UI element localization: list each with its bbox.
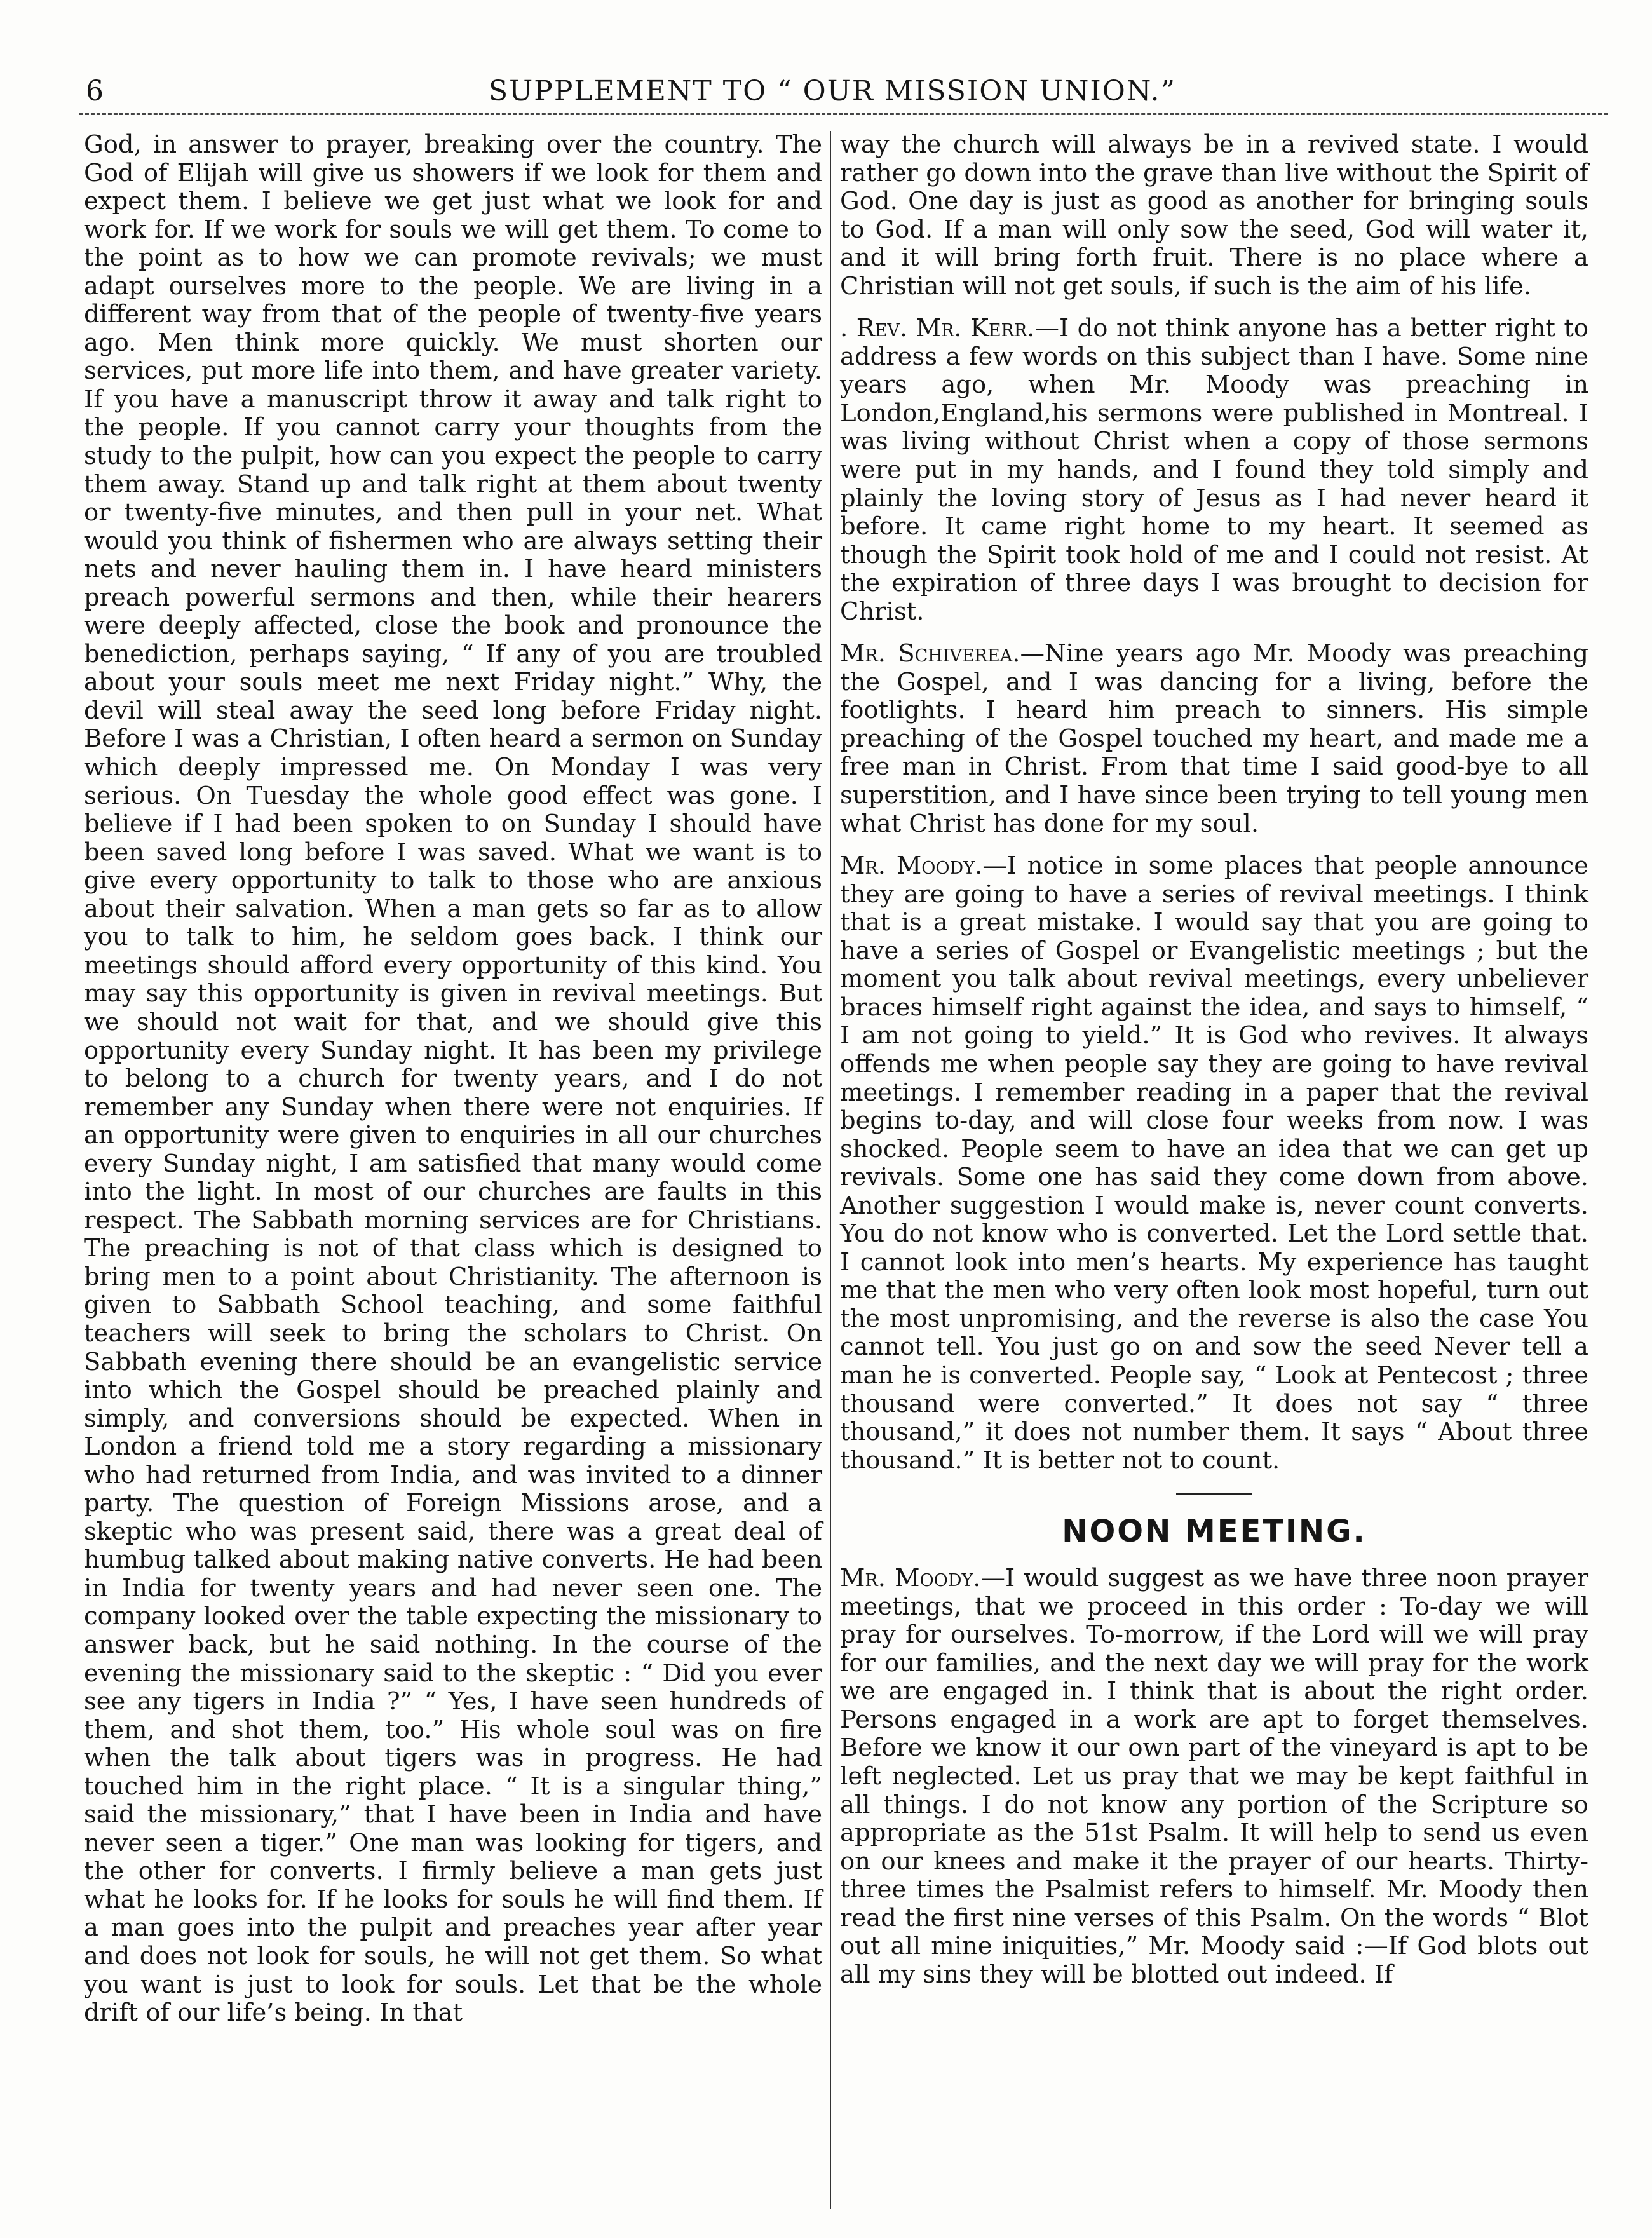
- speaker-moody-noon: Mr. Moody.: [840, 1564, 981, 1593]
- right-paragraph-4: [840, 852, 1588, 1475]
- right-paragraph-5: [840, 1564, 1588, 1989]
- schiverea-remarks: —Nine years ago Mr. Moody was preaching the Gospel, and I was dancing for a living, before the footlights. I heard him preach to sinners. His simple preaching of the Gospel touched my heart, and made me a free man in Christ. From that time I said good-bye to all superstition, and I have since been trying to tell young men what Christ has done for my soul.: [840, 639, 1588, 838]
- speaker-kerr: . Rev. Mr. Kerr.: [840, 314, 1035, 343]
- noon-meeting-remarks: —I would suggest as we have three noon prayer meetings, that we proceed in this order : To-day we will pray for ourselves. To-morrow, if the Lord will we will pray for our families, and the next day we will pray for the work we are engaged in. I think that is about the right order. Persons engaged in a work are apt to forget themselves. Before we know it our own part of the vineyard is apt to be left neglected. Let us pray that we may be kept faithful in all things. I do not know any portion of the Scripture so appropriate as the 51st Psalm. It will help to send us even on our knees and make it the prayer of our hearts. Thirty-three times the Psalmist refers to himself. Mr. Moody then read the first nine verses of this Psalm. On the words “ Blot out all mine iniquities,” Mr. Moody said :—If God blots out all my sins they will be blotted out indeed. If: [840, 1564, 1588, 1989]
- page-number: 6: [86, 75, 104, 107]
- header-rule: [79, 113, 1608, 115]
- right-column: [840, 131, 1588, 2210]
- right-paragraph-3: [840, 640, 1588, 838]
- running-title: SUPPLEMENT TO “ OUR MISSION UNION.”: [488, 75, 1177, 107]
- page-header: [76, 69, 1588, 119]
- right-paragraph-1: way the church will always be in a revived state. I would rather go down into the grave than live without the Spirit of God. One day is just as good as another for bringing souls to God. If a man will only sow the seed, God will water it, and it will bring forth fruit. There is no place where a Christian will not get souls, if such is the aim of his life.: [840, 130, 1588, 301]
- moody-remarks: —I notice in some places that people announce they are going to have a series of revival meetings. I think that is a great mistake. I would say that you are going to have a series of Gospel or Evangelistic meetings ; but the moment you talk about revival meetings, every unbeliever braces himself right against the idea, and says to himself, “ I am not going to yield.” It is God who revives. It always offends me when people say they are going to have revival meetings. I remember reading in a paper that the revival begins to-day, and will close four weeks from now. I was shocked. People seem to have an idea that we can get up revivals. Some one has said they come down from above. Another suggestion I would make is, never count converts. You do not know who is converted. Let the Lord settle that. I cannot look into men’s hearts. My experience has taught me that the men who very often look most hopeful, turn out the most unpromising, and the reverse is also the case You cannot tell. You just go on and sow the seed Never tell a man he is converted. People say, “ Look at Pentecost ; three thousand were converted.” It does not say “ three thousand,” it does not number them. It says “ About three thousand.” It is better not to count.: [840, 851, 1588, 1475]
- section-title-noon-meeting: NOON MEETING.: [1062, 1514, 1367, 1550]
- left-column: [84, 131, 822, 2210]
- right-paragraph-2: [840, 315, 1588, 626]
- speaker-schiverea: Mr. Schiverea.: [840, 639, 1020, 668]
- left-paragraph: God, in answer to prayer, breaking over the country. The God of Elijah will give us showers if we look for them and expect them. I believe we get just what we look for and work for. If we work for souls we will get them. To come to the point as to how we can promote revivals; we must adapt ourselves more to the people. We are living in a different way from that of the people of twenty-five years ago. Men think more quickly. We must shorten our services, put more life into them, and have greater variety. If you have a manuscript throw it away and talk right to the people. If you cannot carry your thoughts from the study to the pulpit, how can you expect the people to carry them away. Stand up and talk right at them about twenty or twenty-five minutes, and then pull in your net. What would you think of fishermen who are always setting their nets and never hauling them in. I have heard ministers preach powerful sermons and then, while their hearers were deeply affected, close the book and pronounce the benediction, perhaps saying, “ If any of you are troubled about your souls meet me next Friday night.” Why, the devil will steal away the seed long before Friday night. Before I was a Christian, I often heard a sermon on Sunday which deeply impressed me. On Monday I was very serious. On Tuesday the whole good effect was gone. I believe if I had been spoken to on Sunday I should have been saved long before I was saved. What we want is to give every opportunity to talk to those who are anxious about their salvation. When a man gets so far as to allow you to talk to him, he seldom goes back. I think our meetings should afford every opportunity of this kind. You may say this opportunity is given in revival meetings. But we should not wait for that, and we should give this opportunity every Sunday night. It has been my privilege to belong to a church for twenty years, and I do not remember any Sunday when there were not enquiries. If an opportunity were given to enquiries in all our churches every Sunday night, I am satisfied that many would come into the light. In most of our churches are faults in this respect. The Sabbath morning services are for Christians. The preaching is not of that class which is designed to bring men to a point about Christianity. The afternoon is given to Sabbath School teaching, and some faithful teachers will seek to bring the scholars to Christ. On Sabbath evening there should be an evangelistic service into which the Gospel should be preached plainly and simply, and conversions should be expected. When in London a friend told me a story regarding a missionary who had returned from India, and was invited to a dinner party. The question of Foreign Missions arose, and a skeptic who was present said, there was a great deal of humbug talked about making native converts. He had been in India for twenty years and had never seen one. The company looked over the table expecting the missionary to answer back, but he said nothing. In the course of the evening the missionary said to the skeptic : “ Did you ever see any tigers in India ?” “ Yes, I have seen hundreds of them, and shot them, too.” His whole soul was on fire when the talk about tigers was in progress. He had touched him in the right place. “ It is a singular thing,” said the missionary,” that I have been in India and have never seen a tiger.” One man was looking for tigers, and the other for converts. I firmly believe a man gets just what he looks for. If he looks for souls he will find them. If a man goes into the pulpit and preaches year after year and does not look for souls, he will not get them. So what you want is just to look for souls. Let that be the whole drift of our life’s being. In that: [84, 130, 822, 2028]
- section-divider: [1176, 1493, 1252, 1495]
- kerr-remarks: —I do not think anyone has a better right to address a few words on this subject than I have. Some nine years ago, when Mr. Moody was preaching in London,England,his sermons were published in Montreal. I was living without Christ when a copy of those sermons were put in my hands, and I found they told simply and plainly the loving story of Jesus as I had never heard it before. It came right home to my heart. It seemed as though the Spirit took hold of me and I could not resist. At the expiration of three days I was brought to decision for Christ.: [840, 314, 1588, 626]
- speaker-moody: Mr. Moody.: [840, 851, 983, 881]
- column-divider: [830, 131, 831, 2209]
